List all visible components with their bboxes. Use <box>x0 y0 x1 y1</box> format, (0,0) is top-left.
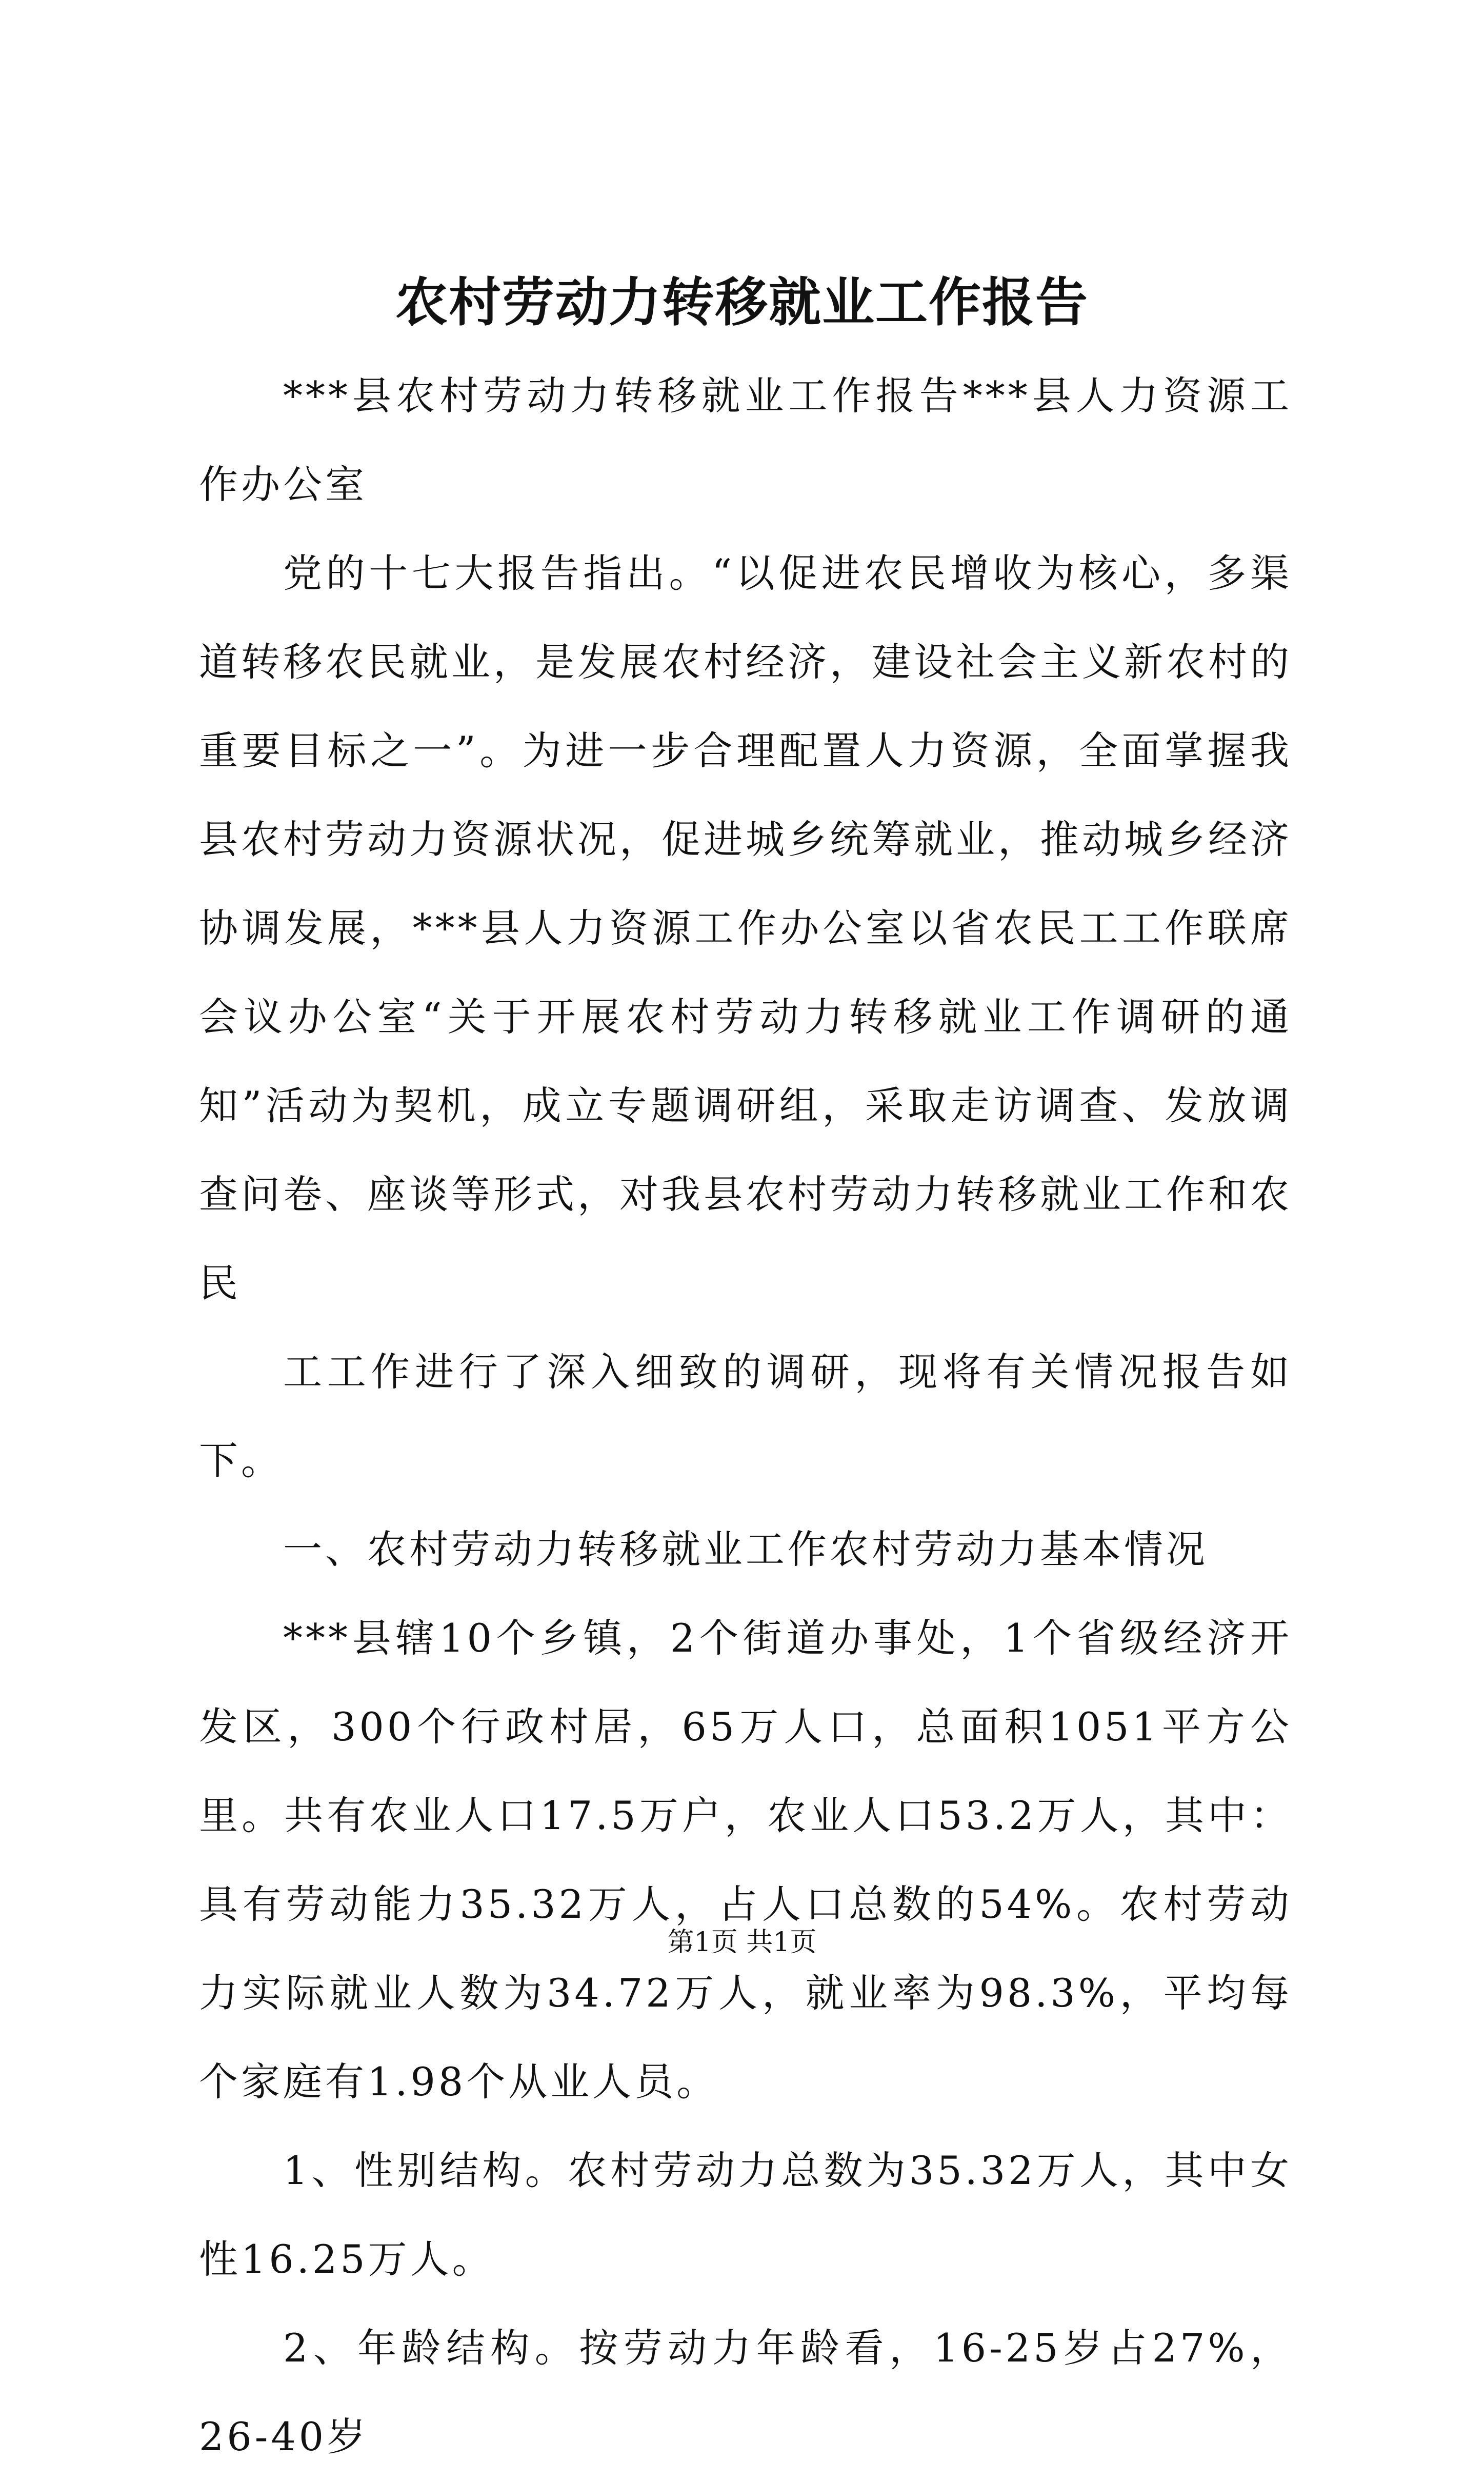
paragraph-5: ***县辖10个乡镇，2个街道办事处，1个省级经济开发区，300个行政村居，65万人口，总面积1051平方公里。共有农业人口17.5万户，农业人口53.2万人，其中：具有劳动能力35.32万人，占人口总数的54%。农村劳动力实际就业人数为34.72万人，就业率为98.3%，平均每个家庭有1.98个从业人员。 <box>199 1615 1292 2105</box>
page-footer: 第1页 共1页 <box>667 1927 817 1958</box>
document-title: 农村劳动力转移就业工作报告 <box>395 272 1089 333</box>
paragraph-4: 一、农村劳动力转移就业工作农村劳动力基本情况 <box>283 1526 1208 1572</box>
paragraph-2: 党的十七大报告指出。“以促进农民增收为核心，多渠道转移农民就业，是发展农村经济，建设社会主义新农村的重要目标之一”。为进一步合理配置人力资源，全面掌握我县农村劳动力资源状况，促进城乡统筹就业，推动城乡经济协调发展，***县人力资源工作办公室以省农民工工作联席会议办公室“关于开展农村劳动力转移就业工作调研的通知”活动为契机，成立专题调研组，采取走访调查、发放调查问卷、座谈等形式，对我县农村劳动力转移就业工作和农民 <box>199 550 1292 1306</box>
document-body <box>199 351 1292 2481</box>
paragraph-3: 工工作进行了深入细致的调研，现将有关情况报告如下。 <box>199 1349 1292 1483</box>
paragraph-6: 1、性别结构。农村劳动力总数为35.32万人，其中女性16.25万人。 <box>199 2148 1292 2282</box>
paragraph-1: ***县农村劳动力转移就业工作报告***县人力资源工作办公室 <box>199 373 1292 507</box>
paragraph-7: 2、年龄结构。按劳动力年龄看，16-25岁占27%，26-40岁 <box>199 2325 1292 2459</box>
